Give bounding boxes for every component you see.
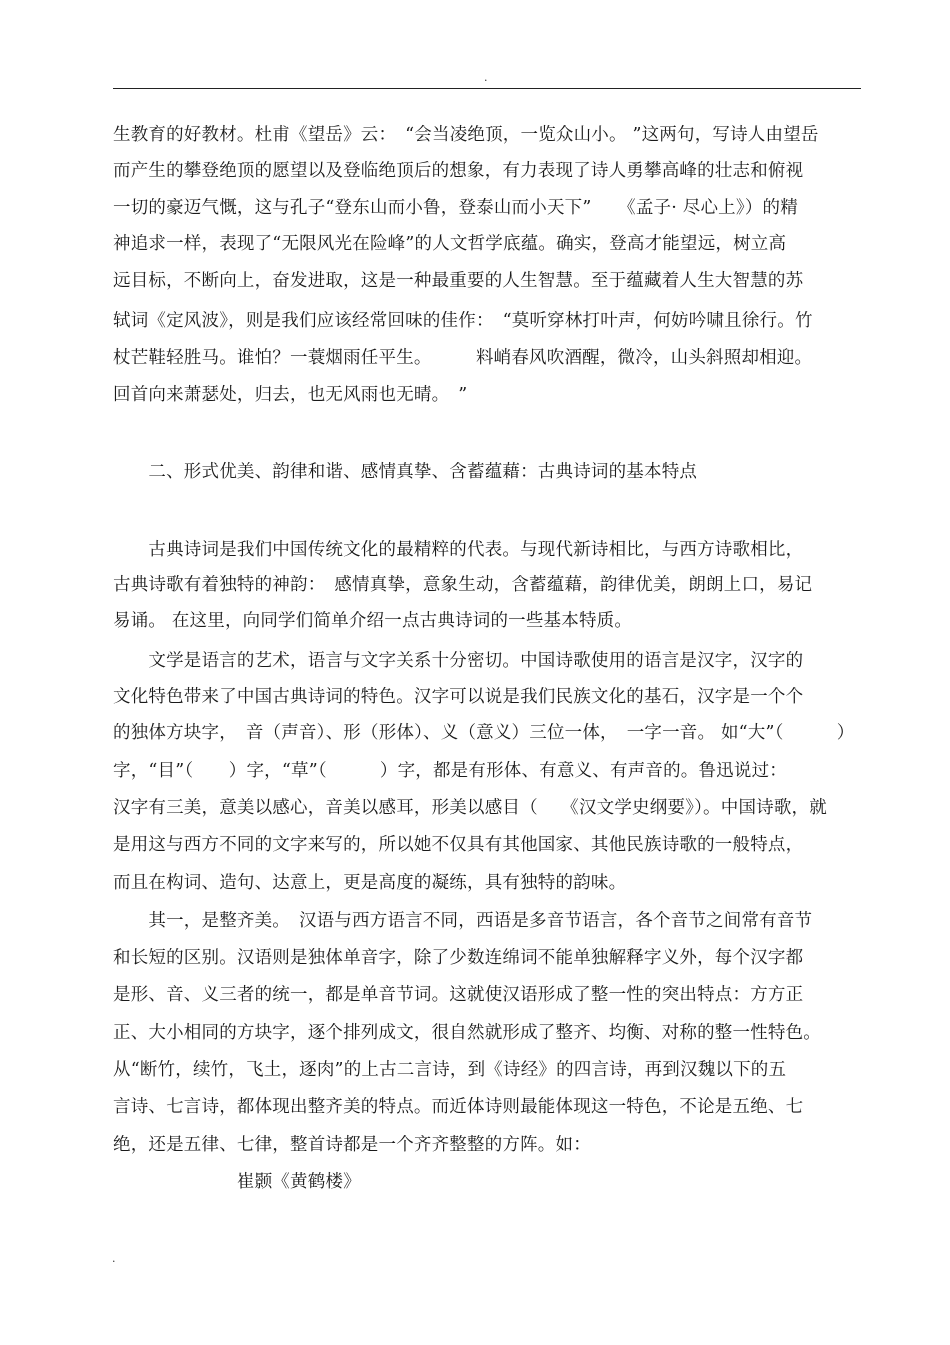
text-line: 神追求一样，表现了“无限风光在险峰”的人文哲学底蕴。确实，登高才能望远，树立高 — [113, 234, 787, 254]
text-line: 文学是语言的艺术，语言与文字关系十分密切。中国诗歌使用的语言是汉字，汉字的 — [113, 651, 804, 671]
section-heading: 二、形式优美、韵律和谐、感情真挚、含蓄蕴藉：古典诗词的基本特点 — [113, 462, 698, 482]
header-mark: . — [484, 71, 488, 84]
text-line: 汉字有三美，意美以感心，音美以感耳，形美以感目（ 《汉文学史纲要》）。中国诗歌，就 — [113, 798, 827, 818]
text-line: 远目标，不断向上，奋发进取，这是一种最重要的人生智慧。至于蕴藏着人生大智慧的苏 — [113, 271, 804, 291]
text-line: 古典诗词是我们中国传统文化的最精粹的代表。与现代新诗相比，与西方诗歌相比， — [113, 540, 804, 560]
text-line: 绝，还是五律、七律，整首诗都是一个齐齐整整的方阵。如： — [113, 1135, 591, 1155]
text-line: 杖芒鞋轻胜马。谁怕？一蓑烟雨任平生。 料峭春风吹酒醒，微冷，山头斜照却相迎。 — [113, 348, 813, 368]
text-line: 回首向来萧瑟处，归去，也无风雨也无晴。 ” — [113, 385, 468, 405]
text-line: 而产生的攀登绝顶的愿望以及登临绝顶后的想象，有力表现了诗人勇攀高峰的壮志和俯视 — [113, 161, 804, 181]
text-line: 言诗、七言诗，都体现出整齐美的特点。而近体诗则最能体现这一特色，不论是五绝、七 — [113, 1097, 804, 1117]
text-line: 是形、音、义三者的统一，都是单音节词。这就使汉语形成了整一性的突出特点：方方正 — [113, 985, 804, 1005]
text-line: 而且在构词、造句、达意上，更是高度的凝练，具有独特的韵味。 — [113, 873, 627, 893]
text-line: 生教育的好教材。杜甫《望岳》云： “会当凌绝顶，一览众山小。 ”这两句，写诗人由望岳 — [113, 125, 819, 145]
text-line: 易诵。 在这里，向同学们简单介绍一点古典诗词的一些基本特质。 — [113, 611, 633, 631]
header-rule — [113, 88, 861, 89]
text-line: 一切的豪迈气慨，这与孔子“登东山而小鲁，登泰山而小天下” 《孟子· 尽心上》）的精 — [113, 198, 798, 218]
text-line: 从“断竹，续竹，飞土，逐肉”的上古二言诗，到《诗经》的四言诗，再到汉魏以下的五 — [113, 1060, 787, 1080]
poem-attribution: 崔颢《黄鹤楼》 — [113, 1172, 361, 1192]
text-line: 是用这与西方不同的文字来写的，所以她不仅具有其他国家、其他民族诗歌的一般特点， — [113, 835, 804, 855]
text-line: 其一，是整齐美。 汉语与西方语言不同，西语是多音节语言，各个音节之间常有音节 — [113, 911, 813, 931]
text-line: 和长短的区别。汉语则是独体单音字，除了少数连绵词不能单独解释字义外，每个汉字都 — [113, 948, 804, 968]
text-line: 古典诗歌有着独特的神韵： 感情真挚，意象生动，含蓄蕴藉，韵律优美，朗朗上口，易记 — [113, 575, 813, 595]
text-line: 文化特色带来了中国古典诗词的特色。汉字可以说是我们民族文化的基石，汉字是一个个 — [113, 687, 804, 707]
text-line: 轼词《定风波》，则是我们应该经常回味的佳作： “莫听穿林打叶声，何妨吟啸且徐行。竹 — [113, 311, 813, 331]
text-line: 的独体方块字， 音（声音）、形（形体）、义（意义）三位一体， 一字一音。 如“大”（ ） — [113, 723, 855, 743]
text-line: 正、大小相同的方块字，逐个排列成文，很自然就形成了整齐、均衡、对称的整一性特色。 — [113, 1023, 821, 1043]
text-line: 字，“目”（ ）字，“草”（ ）字，都是有形体、有意义、有声音的。鲁迅说过： — [113, 761, 787, 781]
footer-mark: . — [112, 1252, 116, 1265]
